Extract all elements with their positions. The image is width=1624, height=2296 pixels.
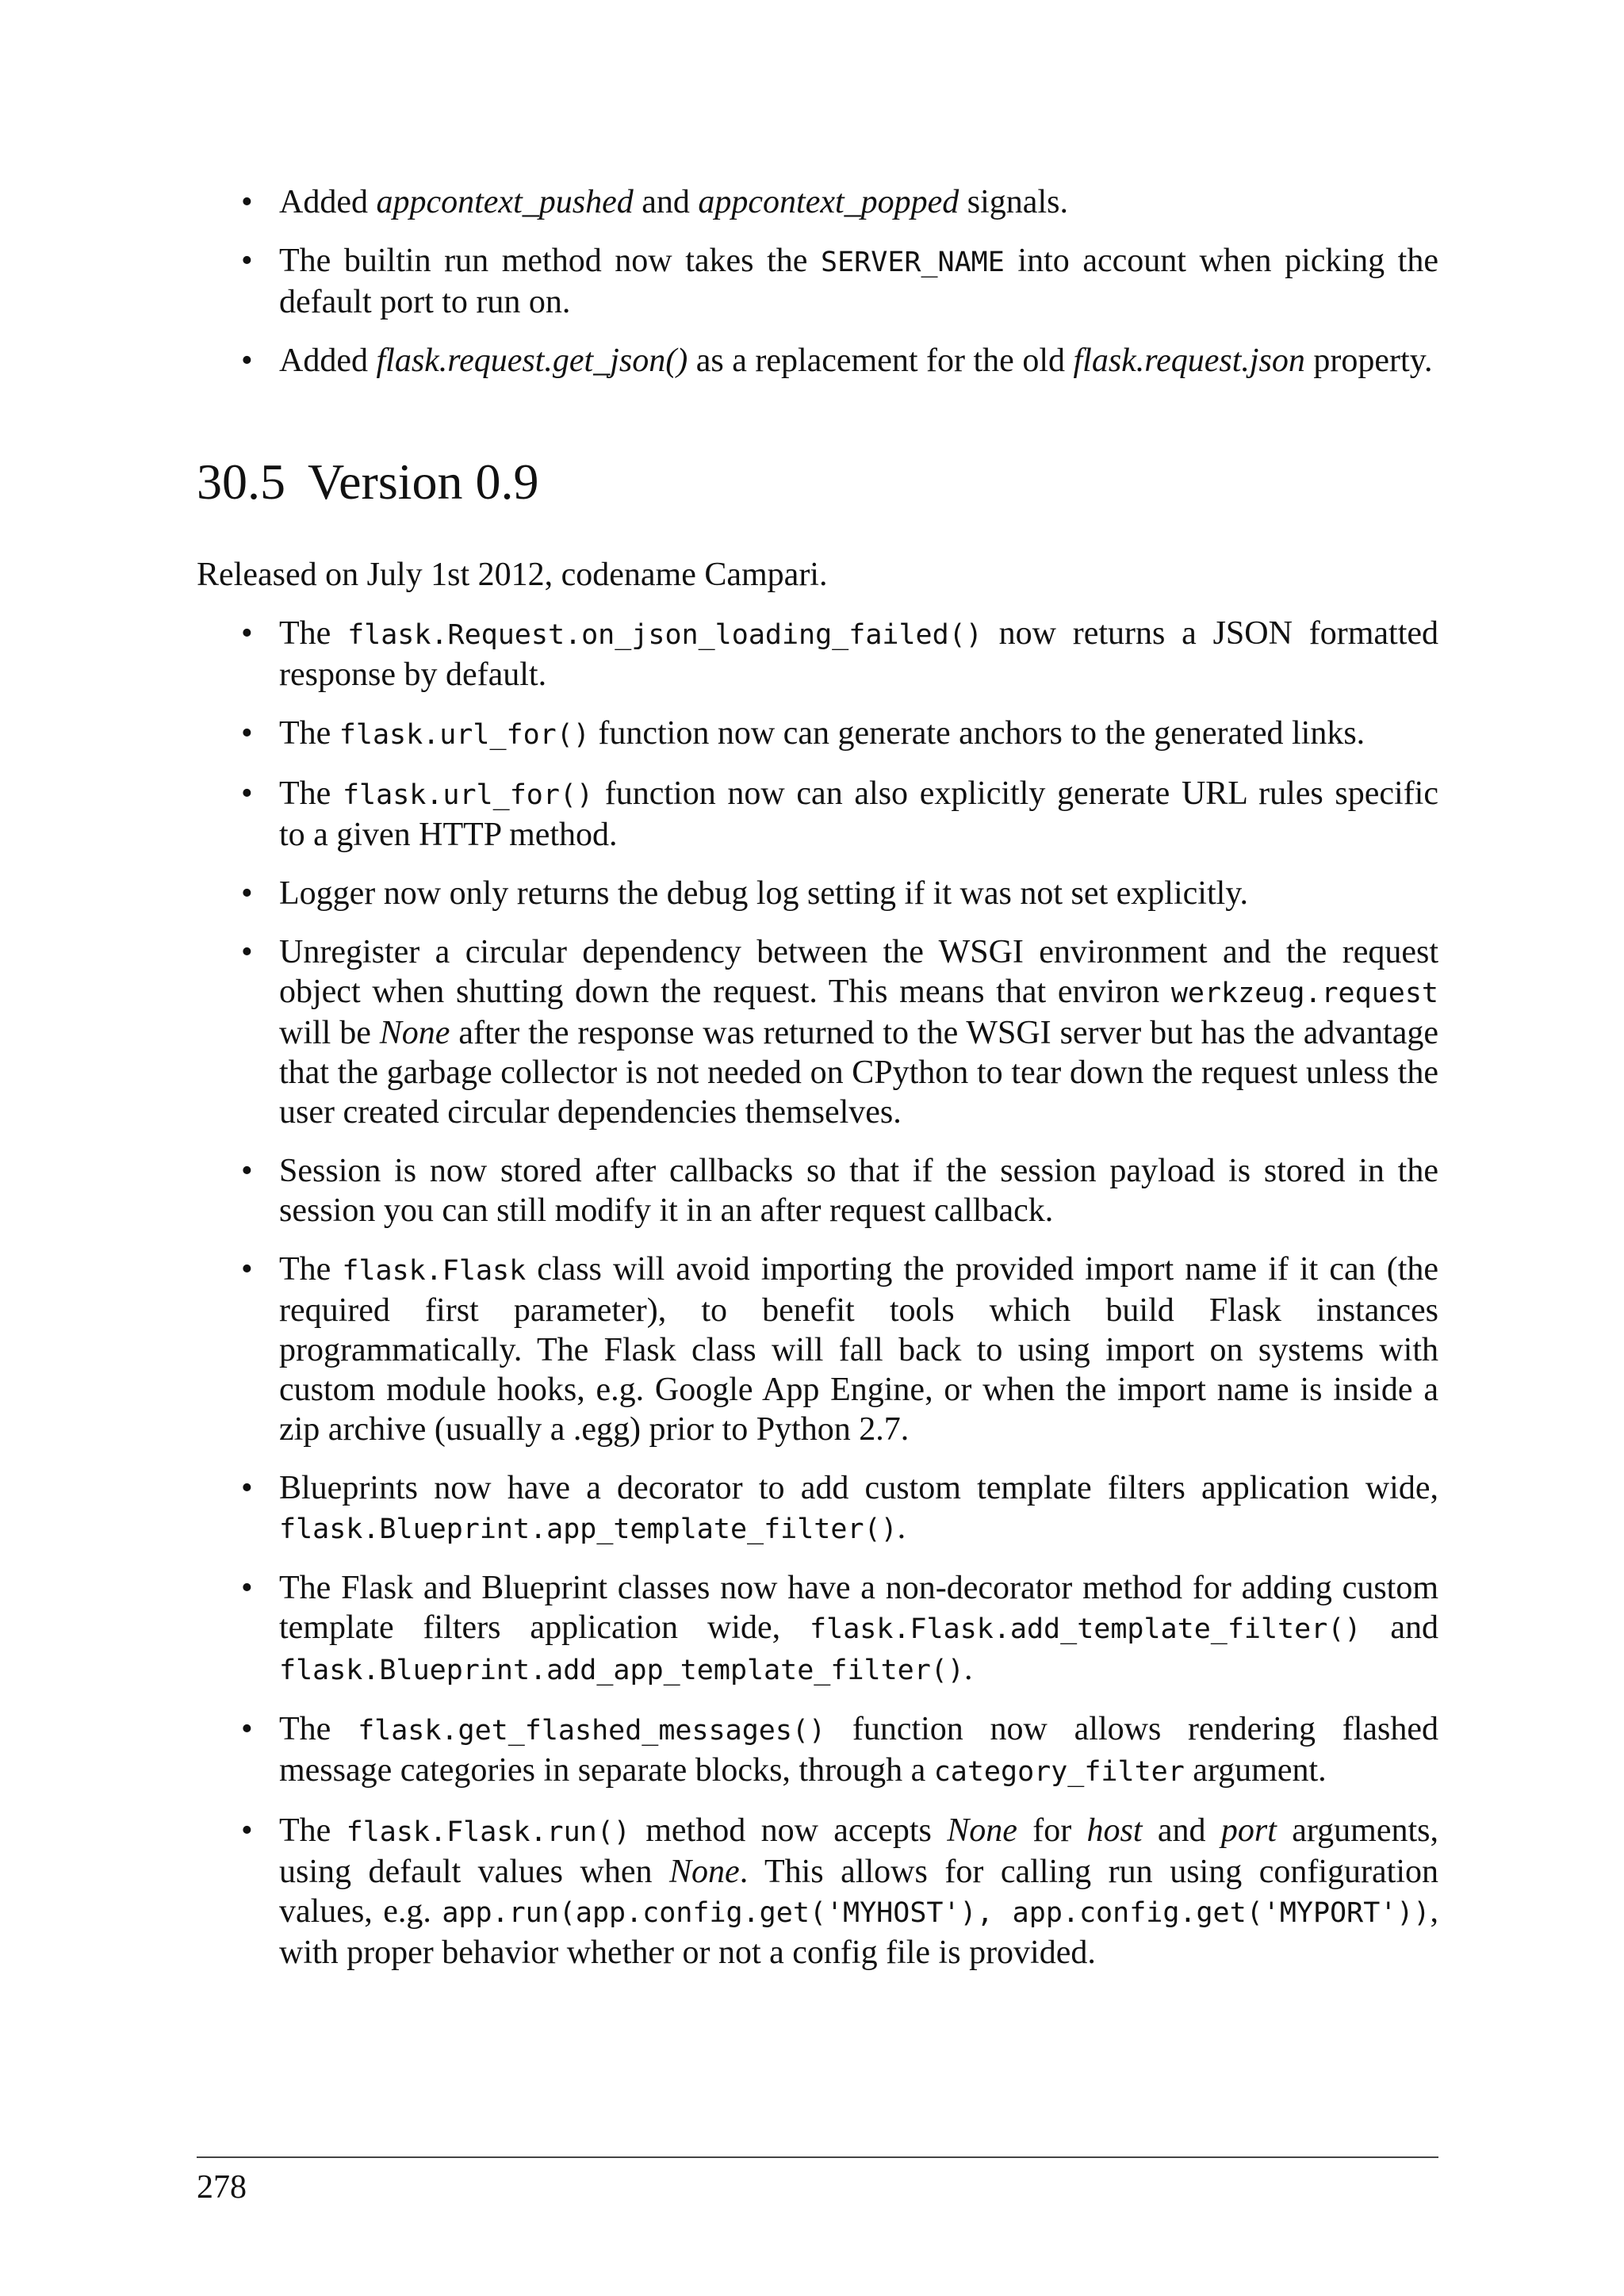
text-span: function now can also explicitly generate URL rules specific to a given HTTP method.	[279, 775, 1438, 853]
emphasis-text: host	[1086, 1812, 1143, 1849]
text-span: The	[279, 615, 348, 652]
text-span: Logger now only returns the debug log setting if it was not set explicitly.	[279, 875, 1249, 912]
text-span: function now allows rendering flashed message categories in separate blocks, through a	[279, 1711, 1439, 1789]
inline-code: app.run(app.config.get('MYHOST'), app.config.get('MYPORT'))	[442, 1897, 1431, 1929]
list-item	[197, 241, 1438, 322]
top-bullet-list	[197, 182, 1438, 381]
list-item	[197, 932, 1438, 1132]
section-title: Version 0.9	[308, 453, 539, 510]
text-span: Added	[279, 184, 377, 220]
inline-code: flask.Request.on_json_loading_failed()	[347, 619, 982, 651]
bullet-icon: •	[241, 184, 253, 220]
list-item	[197, 614, 1438, 695]
text-span: function now can generate anchors to the generated links.	[589, 715, 1365, 752]
text-span: and	[1142, 1812, 1221, 1849]
text-span: will be	[279, 1015, 380, 1051]
list-item	[197, 182, 1438, 222]
text-span: The	[279, 775, 343, 812]
text-span: Unregister a circular dependency between the WSGI environment and the request object when shutting down the request. This means that environ	[279, 934, 1438, 1010]
text-span: The builtin run method now takes the	[279, 243, 822, 279]
section-intro: Released on July 1st 2012, codename Campari.	[197, 557, 828, 593]
bullet-icon: •	[241, 775, 253, 812]
text-span: now returns a JSON formatted response by default.	[279, 615, 1439, 693]
bullet-icon: •	[241, 1153, 253, 1189]
bullet-icon: •	[241, 342, 253, 379]
text-span: for	[1017, 1812, 1087, 1849]
list-item	[197, 1468, 1438, 1549]
text-span: class will avoid importing the provided import name if it can (the required first parameter), to benefit tools which build Flask instances programmatically. The Flask class will fall back to using import on systems with custom module hooks, e.g. Google App Engine, or when the import name is inside a zip archive (usually a .egg) prior to Python 2.7.	[279, 1251, 1439, 1448]
text-span: method now accepts	[630, 1812, 948, 1849]
text-span: property.	[1304, 342, 1433, 379]
section-bullet-list	[197, 614, 1438, 1973]
bullet-icon: •	[241, 934, 253, 970]
text-span: The	[279, 1812, 347, 1849]
inline-code: flask.get_flashed_messages()	[358, 1715, 826, 1747]
bullet-icon: •	[241, 1711, 253, 1747]
inline-code: category_filter	[933, 1756, 1185, 1788]
bullet-icon: •	[241, 615, 253, 652]
text-span: argument.	[1184, 1752, 1327, 1789]
text-span: , with proper behavior whether or not a config file is provided.	[279, 1893, 1438, 1971]
text-span: The Flask and Blueprint classes now have a non-decorator method for adding custom template filters application wide,	[279, 1570, 1438, 1646]
bullet-icon: •	[241, 875, 253, 912]
emphasis-text: flask.request.get_json()	[376, 342, 688, 379]
text-span: as a replacement for the old	[688, 342, 1074, 379]
emphasis-text: None	[379, 1015, 450, 1051]
text-span: Added	[279, 342, 377, 379]
text-span: Session is now stored after callbacks so that if the session payload is stored in the session you can still modify it in an after request callback.	[279, 1153, 1438, 1229]
list-item	[197, 774, 1438, 855]
emphasis-text: None	[669, 1854, 740, 1890]
text-span: .	[963, 1651, 973, 1687]
bullet-icon: •	[241, 1470, 253, 1506]
emphasis-text: flask.request.json	[1073, 342, 1305, 379]
list-item	[197, 714, 1438, 755]
list-item	[197, 1811, 1438, 1973]
list-item	[197, 874, 1438, 913]
text-span: and	[633, 184, 699, 220]
bullet-icon: •	[241, 243, 253, 279]
text-span: . This allows for calling run using configuration values, e.g.	[279, 1854, 1439, 1930]
emphasis-text: appcontext_popped	[698, 184, 959, 220]
page-number: 278	[197, 2169, 247, 2206]
bullet-icon: •	[241, 1570, 253, 1606]
emphasis-text: appcontext_pushed	[376, 184, 634, 220]
text-span: after the response was returned to the WSGI server but has the advantage that the garbage collector is not needed on CPython to tear down the request unless the user created circular dependencies themselves.	[279, 1015, 1438, 1131]
text-span: The	[279, 1251, 343, 1288]
list-item	[197, 1568, 1438, 1690]
inline-code: flask.Flask.run()	[346, 1816, 630, 1848]
text-span: Blueprints now have a decorator to add custom template filters application wide,	[279, 1470, 1438, 1506]
inline-code: SERVER_NAME	[821, 247, 1005, 278]
text-span: and	[1361, 1609, 1438, 1646]
section-number: 30.5	[197, 453, 285, 510]
inline-code: flask.Blueprint.app_template_filter()	[279, 1513, 898, 1545]
inline-code: flask.url_for()	[342, 779, 594, 811]
text-span: The	[279, 715, 339, 752]
inline-code: flask.Blueprint.add_app_template_filter()	[279, 1655, 964, 1686]
emphasis-text: None	[947, 1812, 1017, 1849]
section-heading	[197, 450, 1438, 514]
bullet-icon: •	[241, 1251, 253, 1288]
list-item	[197, 1249, 1438, 1449]
list-item	[197, 1151, 1438, 1230]
bullet-icon: •	[241, 715, 253, 752]
inline-code: flask.url_for()	[339, 719, 590, 751]
page-body	[197, 182, 1438, 1992]
inline-code: flask.Flask	[342, 1255, 527, 1287]
bullet-icon: •	[241, 1812, 253, 1849]
inline-code: werkzeug.request	[1170, 978, 1438, 1009]
text-span: .	[897, 1510, 906, 1546]
text-span: signals.	[959, 184, 1068, 220]
inline-code: flask.Flask.add_template_filter()	[810, 1613, 1362, 1645]
footer-rule	[197, 2156, 1438, 2158]
text-span: The	[279, 1711, 358, 1747]
emphasis-text: port	[1220, 1812, 1277, 1849]
list-item	[197, 341, 1438, 381]
text-span: into account when picking the default port to run on.	[279, 243, 1438, 320]
text-span: arguments, using default values when	[279, 1812, 1438, 1890]
list-item	[197, 1709, 1438, 1792]
